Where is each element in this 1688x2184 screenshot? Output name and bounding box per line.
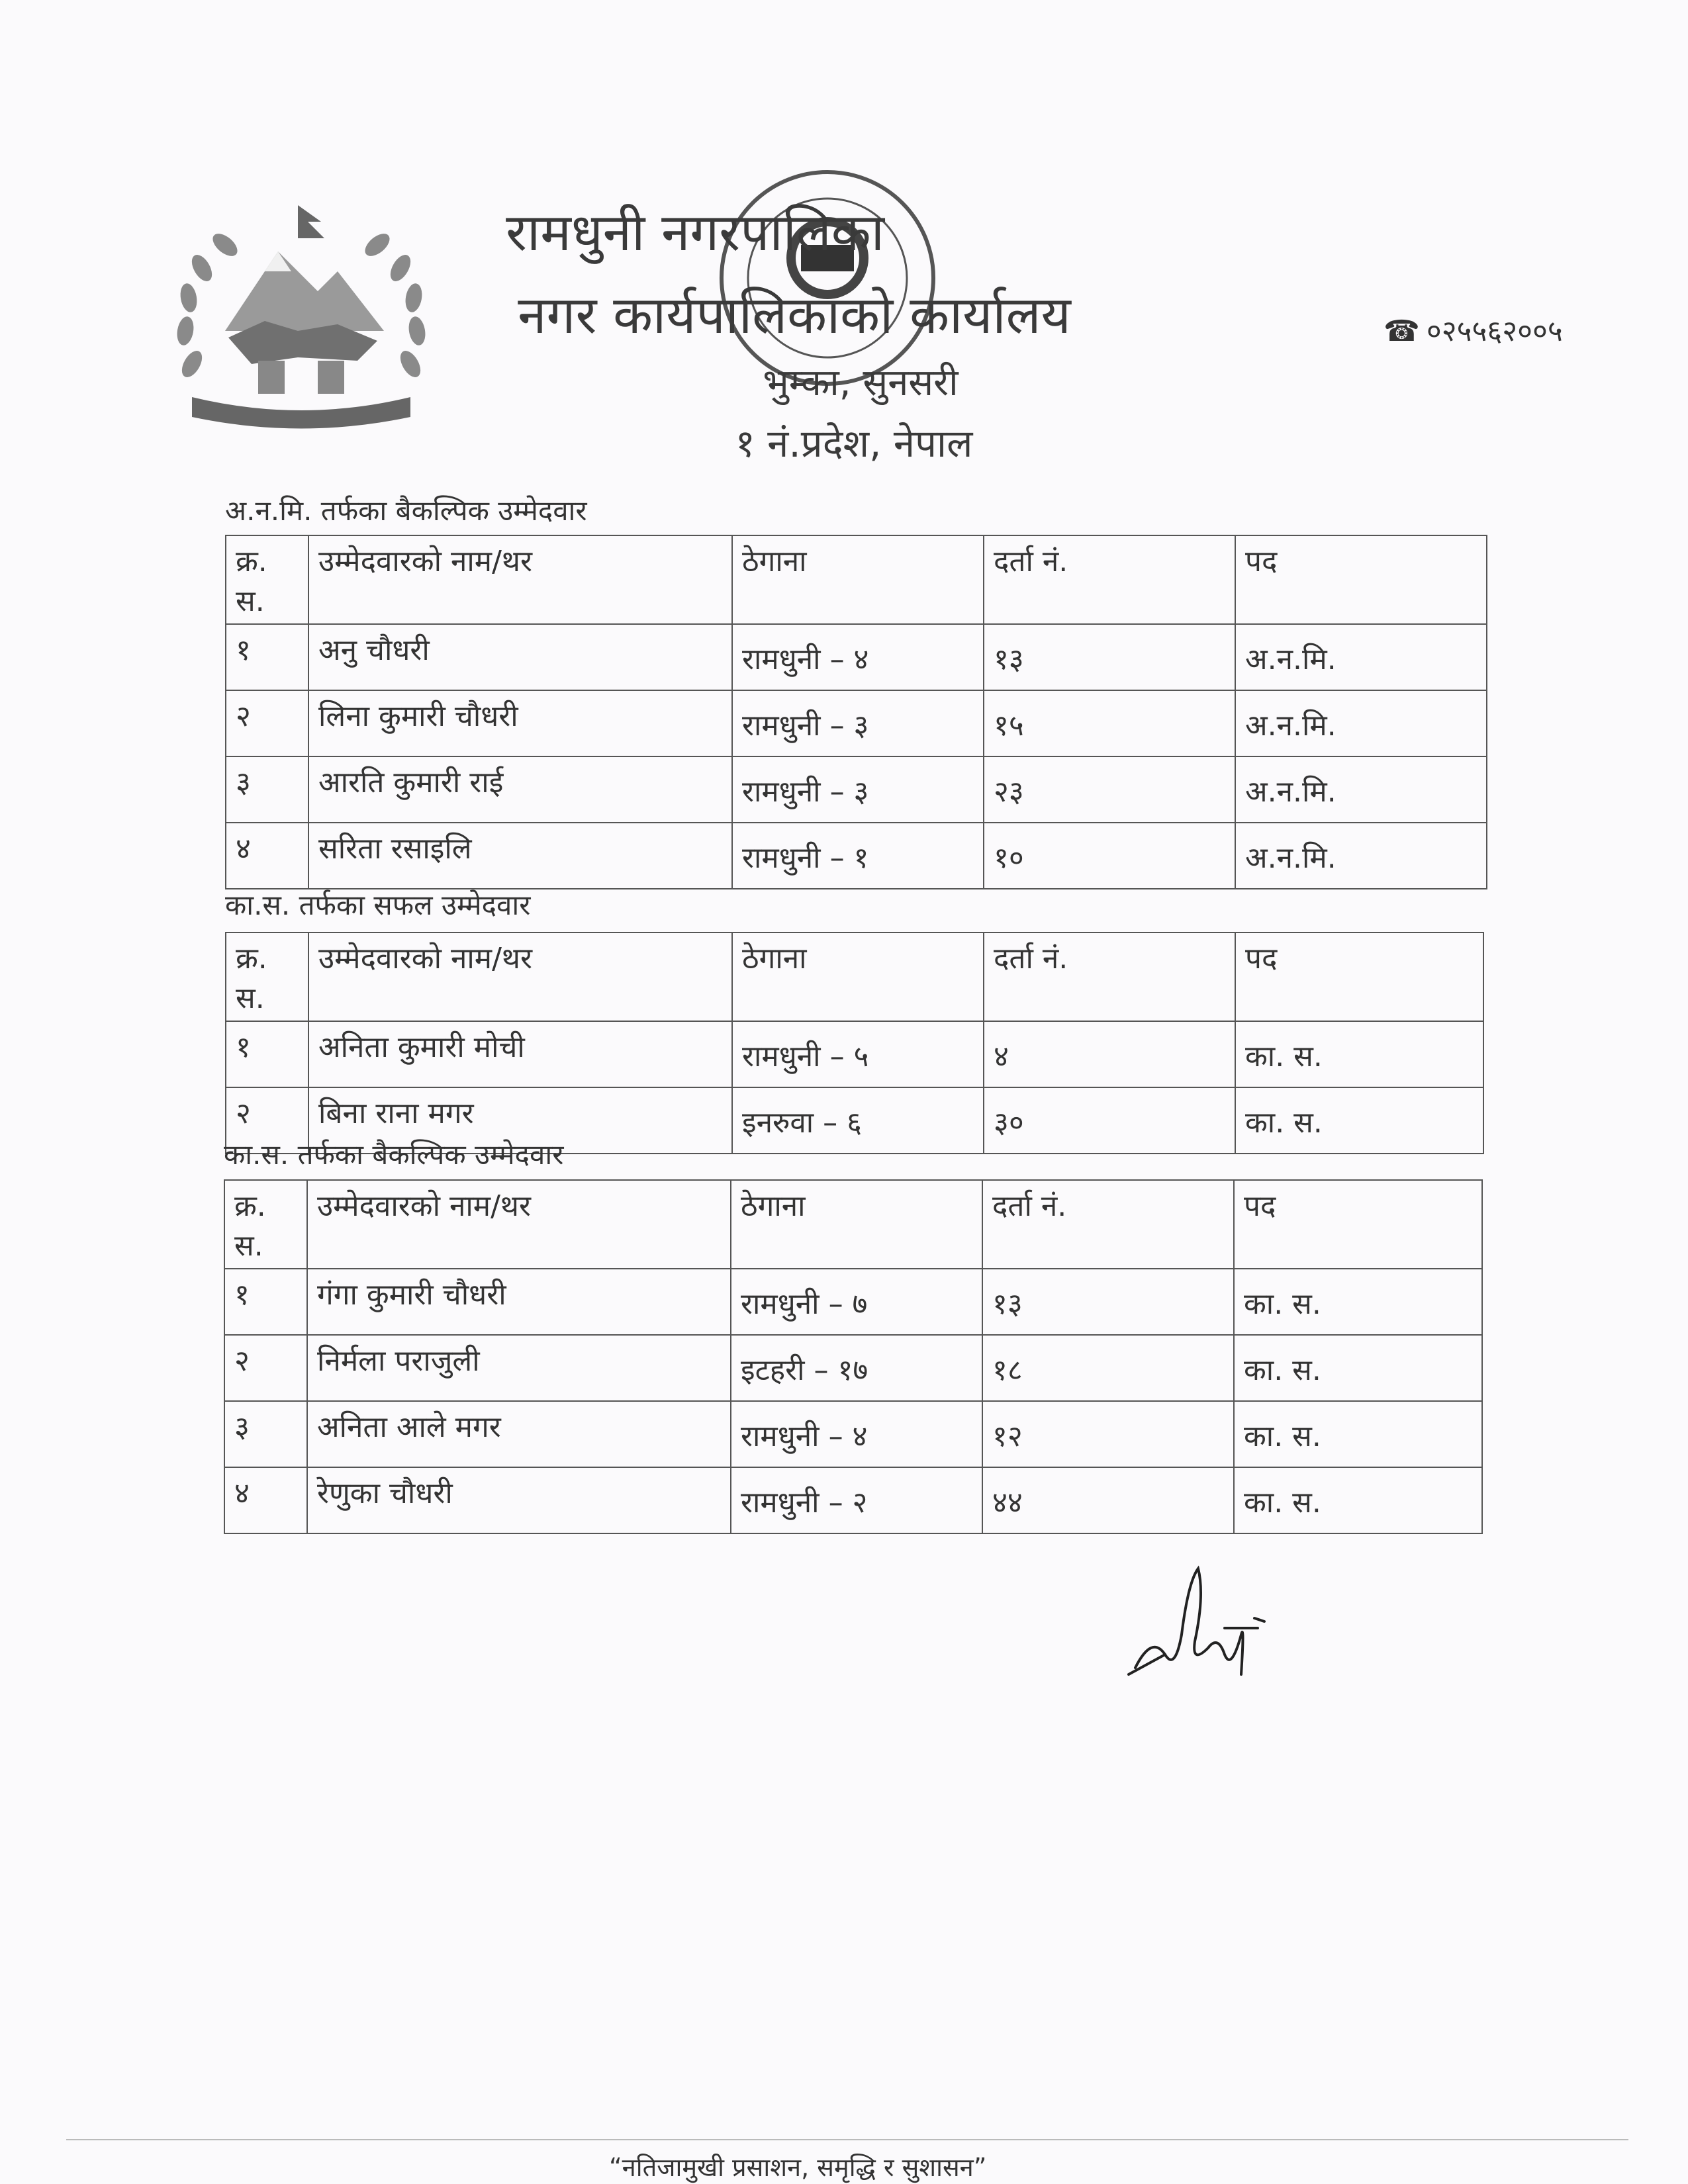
phone-value: ०२५५६२००५ [1426,314,1563,348]
header-address: ठेगाना [731,1180,982,1269]
cell-address: रामधुनी – ४ [732,624,984,690]
table-row [226,1021,1483,1087]
header-name: उम्मेदवारको नाम/थर [308,535,732,624]
cell-post: का. स. [1234,1467,1482,1533]
cell-address: रामधुनी – ४ [731,1401,982,1467]
table-header-row [226,535,1487,624]
table-row [226,690,1487,756]
header-post: पद [1234,1180,1482,1269]
section-title: अ.न.मि. तर्फका बैकल्पिक उम्मेदवार [225,494,587,527]
cell-post: का. स. [1235,1021,1483,1087]
cell-reg-no: २३ [984,756,1235,823]
cell-post: का. स. [1234,1335,1482,1401]
cell-reg-no: १५ [984,690,1235,756]
header-post: पद [1235,933,1483,1021]
header-reg-no: दर्ता नं. [984,933,1235,1021]
cell-post: अ.न.मि. [1235,756,1487,823]
section-title: का.स. तर्फका सफल उम्मेदवार [225,889,531,921]
candidate-table [224,1179,1483,1534]
cell-name: बिना राना मगर [308,1087,732,1154]
cell-sn: १ [224,1269,307,1335]
signature [1125,1555,1271,1688]
header-name: उम्मेदवारको नाम/थर [307,1180,731,1269]
nepal-emblem [165,199,437,437]
cell-post: का. स. [1235,1087,1483,1154]
header-address: ठेगाना [732,933,984,1021]
cell-name: अनिता कुमारी मोची [308,1021,732,1087]
cell-reg-no: १२ [982,1401,1234,1467]
table-header-row [226,933,1483,1021]
cell-name: लिना कुमारी चौधरी [308,690,732,756]
section-title: का.स. तर्फका बैकल्पिक उम्मेदवार [224,1138,564,1171]
candidate-table [225,932,1484,1154]
cell-address: रामधुनी – २ [731,1467,982,1533]
header-address: ठेगाना [732,535,984,624]
candidate-table [225,535,1487,889]
table-header-row [224,1180,1482,1269]
header-sn: क्र. स. [224,1180,307,1269]
cell-name: निर्मला पराजुली [307,1335,731,1401]
cell-name: अनिता आले मगर [307,1401,731,1467]
header-reg-no: दर्ता नं. [982,1180,1234,1269]
cell-sn: २ [224,1335,307,1401]
table-row [226,624,1487,690]
cell-reg-no: १३ [982,1269,1234,1335]
cell-name: सरिता रसाइलि [308,823,732,889]
cell-name: आरति कुमारी राई [308,756,732,823]
cell-sn: ३ [226,756,308,823]
cell-reg-no: ४४ [982,1467,1234,1533]
cell-sn: २ [226,1087,308,1154]
cell-address: रामधुनी – १ [732,823,984,889]
cell-address: रामधुनी – ७ [731,1269,982,1335]
table-row [224,1335,1482,1401]
table-row [224,1269,1482,1335]
office-name: नगर कार्यपालिकाको कार्यालय [518,286,1071,345]
cell-name: गंगा कुमारी चौधरी [307,1269,731,1335]
header-post: पद [1235,535,1487,624]
table-row [226,756,1487,823]
header-sn: क्र. स. [226,535,308,624]
footer-slogan: “नतिजामुखी प्रसाशन, समृद्धि र सुशासन” [609,2153,987,2182]
cell-post: अ.न.मि. [1235,823,1487,889]
cell-address: इटहरी – १७ [731,1335,982,1401]
cell-sn: २ [226,690,308,756]
cell-sn: ३ [224,1401,307,1467]
cell-reg-no: १३ [984,624,1235,690]
footer-divider [66,2139,1628,2140]
cell-post: का. स. [1234,1269,1482,1335]
cell-name: अनु चौधरी [308,624,732,690]
cell-sn: १ [226,624,308,690]
cell-sn: ४ [226,823,308,889]
cell-post: अ.न.मि. [1235,690,1487,756]
cell-address: रामधुनी – ३ [732,756,984,823]
phone-number [1383,310,1563,349]
cell-sn: १ [226,1021,308,1087]
cell-address: रामधुनी – ५ [732,1021,984,1087]
cell-address: रामधुनी – ३ [732,690,984,756]
header-reg-no: दर्ता नं. [984,535,1235,624]
cell-post: का. स. [1234,1401,1482,1467]
cell-address: इनरुवा – ६ [732,1087,984,1154]
cell-name: रेणुका चौधरी [307,1467,731,1533]
table-row [226,823,1487,889]
cell-sn: ४ [224,1467,307,1533]
table-row [224,1401,1482,1467]
cell-post: अ.न.मि. [1235,624,1487,690]
cell-reg-no: ३० [984,1087,1235,1154]
cell-reg-no: १० [984,823,1235,889]
cell-reg-no: ४ [984,1021,1235,1087]
phone-icon: ☎ [1383,314,1420,348]
municipality-name: रामधुनी नगरपालिका [506,203,884,263]
office-location: भुम्का, सुनसरी [763,361,959,404]
table-row [224,1467,1482,1533]
province-country: १ नं.प्रदेश, नेपाल [735,421,973,466]
cell-reg-no: १८ [982,1335,1234,1401]
header-name: उम्मेदवारको नाम/थर [308,933,732,1021]
header-sn: क्र. स. [226,933,308,1021]
